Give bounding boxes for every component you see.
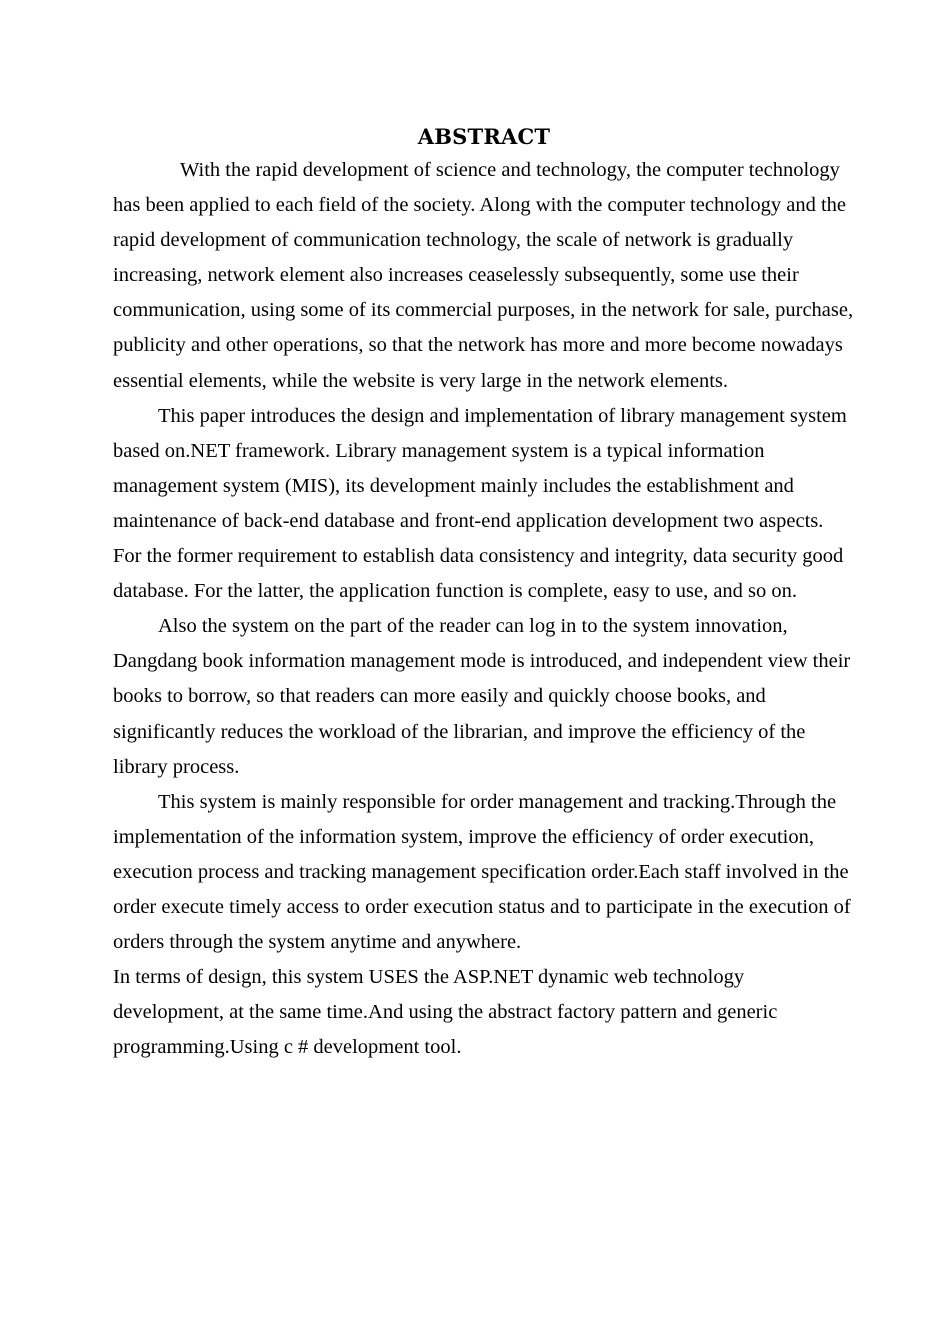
abstract-paragraph-2: This paper introduces the design and implementation of library management system based on.NET framework. Library management system is a typical information management system (MIS), its development mainly includes the establishment and maintenance of back-end database and front-end application development two aspects. For the former requirement to establish data consistency and integrity, data security good database. For the latter, the application function is complete, easy to use, and so on. bbox=[113, 404, 847, 603]
abstract-paragraph-5: In terms of design, this system USES the ASP.NET dynamic web technology development, at the same time.And using the abstract factory pattern and generic programming.Using c # development tool. bbox=[113, 966, 778, 1059]
abstract-paragraph-3: Also the system on the part of the reader can log in to the system innovation, Dangdang book information management mode is introduced, and independent view their books to borrow, so that readers can more easily and quickly choose books, and significantly reduces the workload of the librarian, and improve the efficiency of the library process. bbox=[113, 615, 851, 778]
abstract-paragraph-4: This system is mainly responsible for order management and tracking.Through the implementation of the information system, improve the efficiency of order execution, execution process and tracking management specification order.Each staff involved in the order execute timely access to order execution status and to participate in the execution of orders through the system anytime and anywhere. bbox=[113, 790, 851, 954]
abstract-section bbox=[113, 121, 855, 1065]
abstract-title: ABSTRACT bbox=[417, 124, 551, 149]
abstract-paragraph-1: With the rapid development of science and technology, the computer technology has been applied to each field of the society. Along with the computer technology and the rapid development of communication technology, the scale of network is gradually increasing, network element also increases ceaselessly subsequently, some use their communication, using some of its commercial purposes, in the network for sale, purchase, publicity and other operations, so that the network has more and more become nowadays essential elements, while the website is very large in the network elements. bbox=[113, 159, 854, 392]
